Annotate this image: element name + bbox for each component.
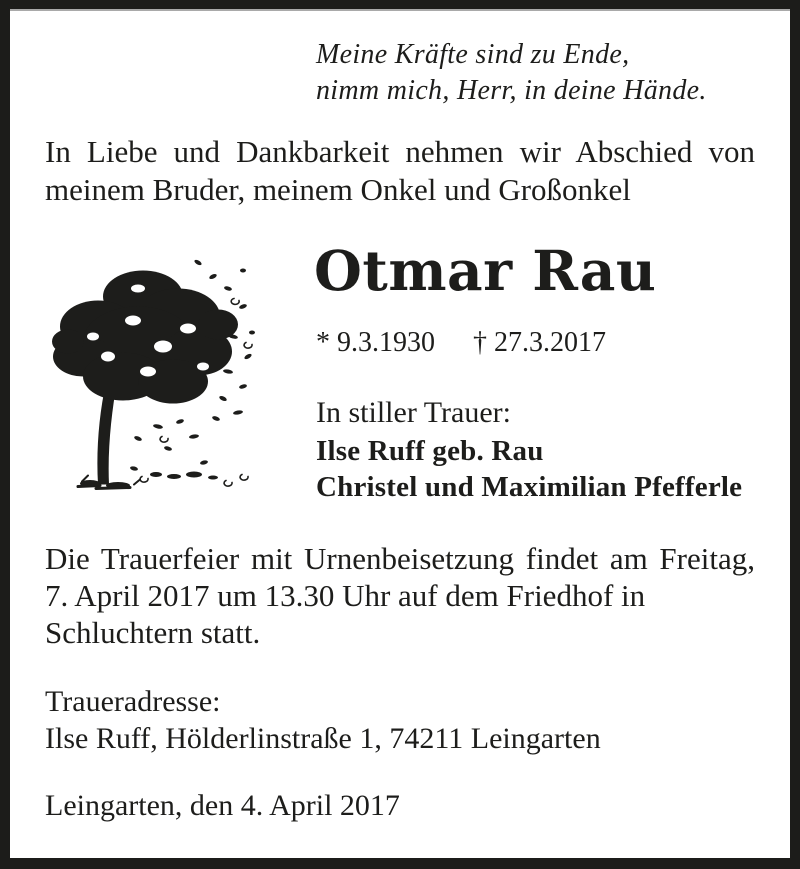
mourning-intro: In stiller Trauer: (316, 396, 511, 429)
closing-city-date: Leingarten, den 4. April 2017 (45, 789, 400, 822)
deceased-name: Otmar Rau (314, 238, 657, 303)
funeral-line-2: 7. April 2017 um 13.30 Uhr auf dem Friedhof in (45, 578, 646, 613)
life-dates (316, 326, 736, 360)
epigraph-line-2: nimm mich, Herr, in deine Hände. (316, 75, 707, 106)
frame-bottom (0, 858, 800, 869)
farewell-line-2: meinem Bruder, meinem Onkel und Großonkel (45, 172, 631, 207)
funeral-line-1: Die Trauerfeier mit Urnenbeisetzung findet am Freitag, (45, 541, 755, 576)
death-date: † 27.3.2017 (473, 327, 606, 358)
mourner-2: Christel und Maximilian Pfefferle (316, 471, 743, 503)
frame-top-shadow (10, 9, 790, 11)
farewell-paragraph (45, 133, 755, 209)
address-label: Traueradresse: (45, 685, 221, 718)
frame-top (0, 0, 800, 9)
mourning-address (45, 683, 755, 757)
epigraph (316, 37, 736, 109)
frame-right (790, 0, 800, 869)
epigraph-line-1: Meine Kräfte sind zu Ende, (316, 39, 630, 70)
funeral-paragraph (45, 540, 755, 651)
mourner-1: Ilse Ruff geb. Rau (316, 435, 544, 467)
tree-illustration (38, 245, 256, 493)
address-value: Ilse Ruff, Hölderlinstraße 1, 74211 Leingarten (45, 722, 601, 755)
birth-date: * 9.3.1930 (316, 327, 435, 358)
funeral-line-3: Schluchtern statt. (45, 615, 261, 650)
tree-icon (38, 245, 256, 493)
mourners-list (316, 433, 776, 505)
farewell-line-1: In Liebe und Dankbarkeit nehmen wir Abschied von (45, 134, 755, 169)
frame-left (0, 0, 10, 869)
